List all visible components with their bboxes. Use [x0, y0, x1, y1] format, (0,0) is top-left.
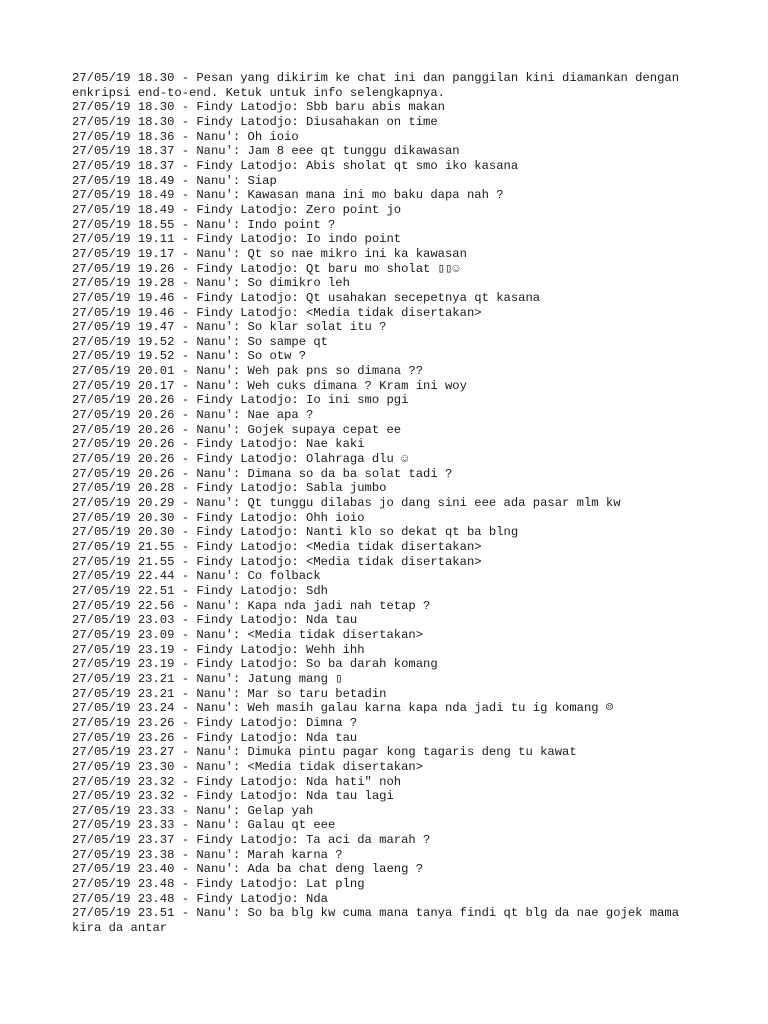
chat-message-line: 27/05/19 20.30 - Findy Latodjo: Nanti klo so dekat qt ba blng	[72, 525, 519, 540]
chat-message-line: 27/05/19 18.55 - Nanu': Indo point ?	[72, 217, 336, 232]
chat-message-line: 27/05/19 18.30 - Findy Latodjo: Sbb baru abis makan	[72, 100, 445, 115]
chat-message-line: 27/05/19 23.48 - Findy Latodjo: Nda	[72, 891, 328, 906]
chat-message-line: 27/05/19 23.38 - Nanu': Marah karna ?	[72, 847, 343, 862]
chat-message-line: 27/05/19 23.09 - Nanu': <Media tidak disertakan>	[72, 627, 424, 642]
chat-message-line: 27/05/19 20.26 - Findy Latodjo: Olahraga dlu ☺	[72, 452, 409, 467]
chat-message-line: 27/05/19 20.30 - Findy Latodjo: Ohh ioio	[72, 510, 365, 525]
chat-message-line: 27/05/19 23.26 - Findy Latodjo: Nda tau	[72, 730, 358, 745]
chat-message-line: 27/05/19 19.46 - Findy Latodjo: Qt usahakan secepetnya qt kasana	[72, 290, 541, 305]
chat-message-line: 27/05/19 20.26 - Findy Latodjo: Nae kaki	[72, 437, 365, 452]
chat-message-line: 27/05/19 20.28 - Findy Latodjo: Sabla jumbo	[72, 481, 387, 496]
chat-message-line: 27/05/19 18.49 - Nanu': Kawasan mana ini mo baku dapa nah ?	[72, 188, 504, 203]
chat-export-document	[72, 71, 712, 936]
chat-message-line: 27/05/19 22.51 - Findy Latodjo: Sdh	[72, 583, 328, 598]
chat-message-line: 27/05/19 21.55 - Findy Latodjo: <Media tidak disertakan>	[72, 540, 482, 554]
chat-message-line: 27/05/19 23.40 - Nanu': Ada ba chat deng laeng ?	[72, 862, 424, 877]
chat-message-line: 27/05/19 19.52 - Nanu': So otw ?	[72, 349, 307, 364]
chat-message-line: 27/05/19 18.30 - Findy Latodjo: Diusahakan on time	[72, 114, 438, 129]
chat-message-line: 27/05/19 19.28 - Nanu': So dimikro leh	[72, 276, 350, 291]
chat-message-line: 27/05/19 23.27 - Nanu': Dimuka pintu pagar kong tagaris deng tu kawat	[72, 745, 577, 760]
chat-message-line: 27/05/19 23.32 - Findy Latodjo: Nda hati" noh	[72, 774, 402, 789]
chat-message-line: 27/05/19 20.29 - Nanu': Qt tunggu dilabas jo dang sini eee ada pasar mlm kw	[72, 496, 621, 511]
chat-message-line: 27/05/19 23.21 - Nanu': Jatung mang ▯	[72, 671, 343, 686]
chat-message-line: 27/05/19 19.46 - Findy Latodjo: <Media tidak disertakan>	[72, 305, 482, 320]
chat-message-line: 27/05/19 21.55 - Findy Latodjo: <Media tidak disertakan>	[72, 554, 482, 569]
chat-message-line: 27/05/19 23.51 - Nanu': So ba blg kw cuma mana tanya findi qt blg da nae gojek mama kira da antar	[72, 906, 687, 936]
chat-message-line: 27/05/19 23.30 - Nanu': <Media tidak disertakan>	[72, 759, 424, 774]
system-notice-line: 27/05/19 18.30 - Pesan yang dikirim ke chat ini dan panggilan kini diamankan dengan enkripsi end-to-end. Ketuk untuk info selengkapnya.	[72, 71, 687, 100]
chat-message-line: 27/05/19 18.37 - Nanu': Jam 8 eee qt tunggu dikawasan	[72, 144, 460, 159]
chat-message-line: 27/05/19 23.24 - Nanu': Weh masih galau karna kapa nda jadi tu ig komang ☹	[72, 701, 614, 716]
chat-message-line: 27/05/19 18.36 - Nanu': Oh ioio	[72, 129, 299, 144]
chat-message-line: 27/05/19 23.19 - Findy Latodjo: Wehh ihh	[72, 642, 365, 657]
chat-message-line: 27/05/19 23.03 - Findy Latodjo: Nda tau	[72, 613, 358, 628]
chat-message-line: 27/05/19 19.17 - Nanu': Qt so nae mikro ini ka kawasan	[72, 246, 467, 261]
chat-message-line: 27/05/19 23.48 - Findy Latodjo: Lat plng	[72, 877, 365, 892]
chat-message-line: 27/05/19 19.47 - Nanu': So klar solat itu ?	[72, 320, 387, 335]
chat-message-line: 27/05/19 20.26 - Nanu': Gojek supaya cepat ee	[72, 422, 402, 437]
chat-message-line: 27/05/19 20.26 - Nanu': Nae apa ?	[72, 408, 314, 423]
chat-message-line: 27/05/19 23.37 - Findy Latodjo: Ta aci da marah ?	[72, 833, 431, 848]
chat-message-line: 27/05/19 23.21 - Nanu': Mar so taru betadin	[72, 686, 387, 701]
chat-message-line: 27/05/19 18.49 - Findy Latodjo: Zero point jo	[72, 202, 402, 217]
chat-message-line: 27/05/19 23.33 - Nanu': Galau qt eee	[72, 818, 336, 833]
chat-message-line: 27/05/19 18.49 - Nanu': Siap	[72, 173, 277, 188]
chat-message-line: 27/05/19 23.33 - Nanu': Gelap yah	[72, 803, 314, 818]
chat-message-line: 27/05/19 20.26 - Nanu': Dimana so da ba solat tadi ?	[72, 466, 453, 481]
chat-message-line: 27/05/19 22.44 - Nanu': Co folback	[72, 569, 321, 584]
chat-message-line: 27/05/19 20.17 - Nanu': Weh cuks dimana ? Kram ini woy	[72, 378, 467, 393]
chat-message-line: 27/05/19 18.37 - Findy Latodjo: Abis sholat qt smo iko kasana	[72, 158, 519, 173]
chat-message-line: 27/05/19 23.19 - Findy Latodjo: So ba darah komang	[72, 657, 438, 672]
chat-message-line: 27/05/19 20.01 - Nanu': Weh pak pns so dimana ??	[72, 364, 424, 379]
chat-message-line: 27/05/19 19.52 - Nanu': So sampe qt	[72, 334, 328, 349]
chat-message-line: 27/05/19 23.26 - Findy Latodjo: Dimna ?	[72, 715, 358, 730]
chat-message-line: 27/05/19 19.11 - Findy Latodjo: Io indo point	[72, 232, 402, 247]
chat-message-line: 27/05/19 19.26 - Findy Latodjo: Qt baru mo sholat ▯▯☺	[72, 261, 460, 276]
chat-message-line: 27/05/19 20.26 - Findy Latodjo: Io ini smo pgi	[72, 393, 409, 408]
chat-message-line: 27/05/19 22.56 - Nanu': Kapa nda jadi nah tetap ?	[72, 598, 431, 613]
chat-message-line: 27/05/19 23.32 - Findy Latodjo: Nda tau lagi	[72, 789, 394, 804]
